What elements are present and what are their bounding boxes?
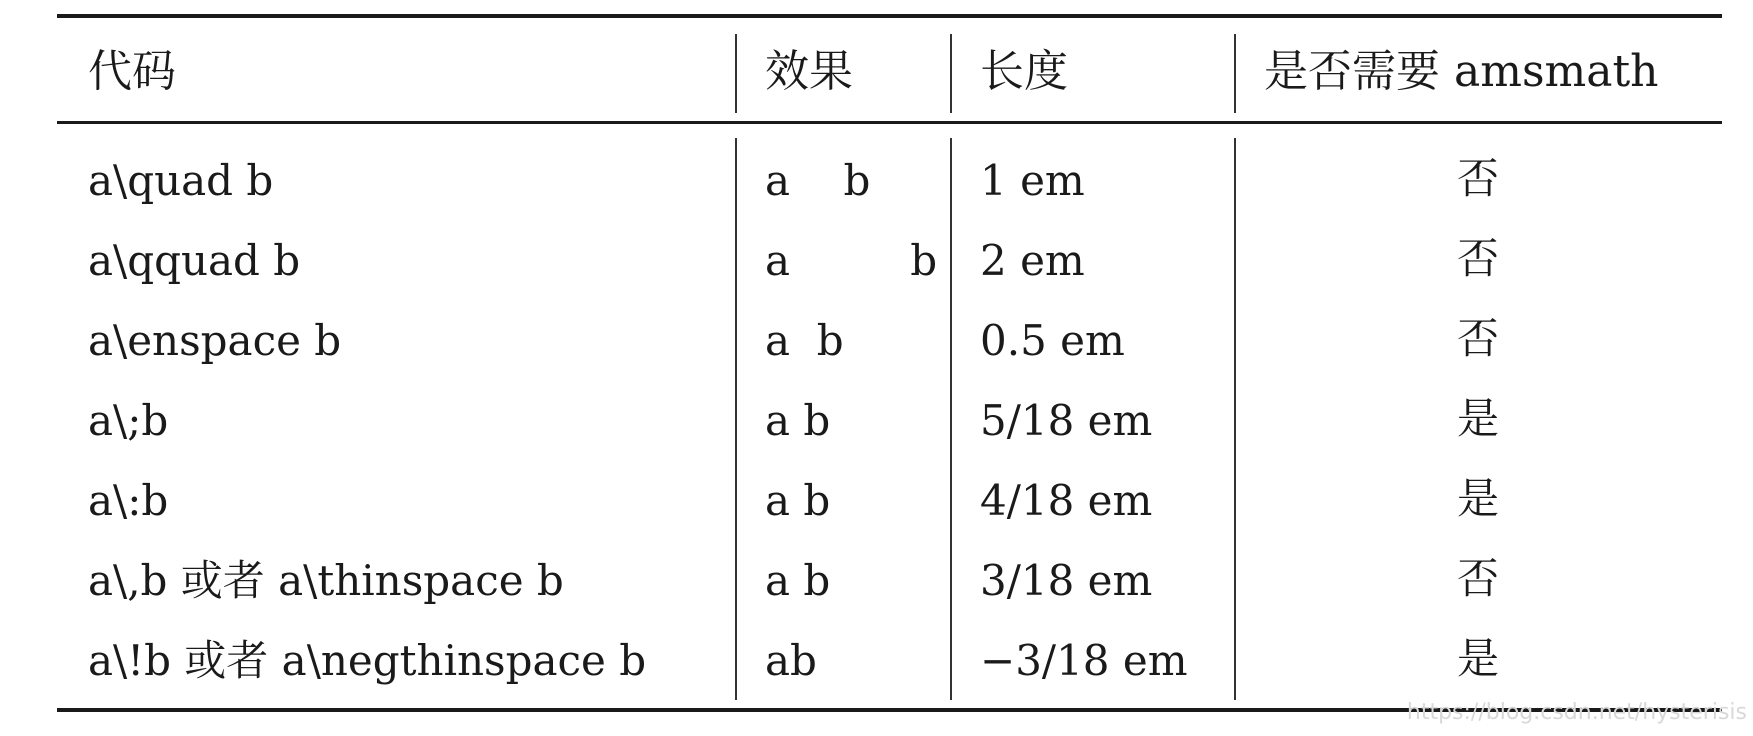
- cell-length: 3/18 em: [980, 556, 1153, 605]
- cell-code: a\enspace b: [88, 316, 342, 365]
- cell-amsmath: 否: [1456, 234, 1499, 283]
- column-separator: [735, 34, 737, 113]
- cell-effect: a b: [765, 236, 938, 285]
- cell-code: a\:b: [88, 476, 169, 525]
- cell-effect: a b: [765, 316, 844, 365]
- column-separator: [735, 138, 737, 700]
- cell-amsmath: 是: [1456, 394, 1499, 443]
- cell-length: 0.5 em: [980, 316, 1125, 365]
- cell-code: a\;b: [88, 396, 169, 445]
- cell-code: a\qquad b: [88, 236, 301, 285]
- cell-code: a\,b 或者 a\thinspace b: [88, 556, 564, 605]
- header-effect: 效果: [765, 46, 853, 97]
- cell-length: 1 em: [980, 156, 1085, 205]
- cell-length: −3/18 em: [980, 636, 1188, 685]
- header-amsmath: 是否需要 amsmath: [1264, 46, 1659, 97]
- table-header-rule: [57, 121, 1722, 124]
- cell-effect: a b: [765, 556, 831, 605]
- cell-code: a\!b 或者 a\negthinspace b: [88, 636, 647, 685]
- column-separator: [1234, 138, 1236, 700]
- cell-amsmath: 否: [1456, 554, 1499, 603]
- cell-amsmath: 否: [1456, 314, 1499, 363]
- watermark: https://blog.csdn.net/hysterisis: [1406, 700, 1747, 725]
- cell-amsmath: 是: [1456, 474, 1499, 523]
- column-separator: [950, 34, 952, 113]
- cell-effect: ab: [765, 636, 817, 685]
- column-separator: [1234, 34, 1236, 113]
- table-top-rule: [57, 14, 1722, 18]
- cell-effect: a b: [765, 156, 871, 205]
- cell-length: 2 em: [980, 236, 1085, 285]
- cell-effect: a b: [765, 476, 831, 525]
- column-separator: [950, 138, 952, 700]
- cell-length: 5/18 em: [980, 396, 1153, 445]
- header-code: 代码: [88, 46, 176, 97]
- header-length: 长度: [980, 46, 1068, 97]
- cell-amsmath: 否: [1456, 154, 1499, 203]
- cell-effect: a b: [765, 396, 831, 445]
- cell-length: 4/18 em: [980, 476, 1153, 525]
- cell-code: a\quad b: [88, 156, 274, 205]
- cell-amsmath: 是: [1456, 634, 1499, 683]
